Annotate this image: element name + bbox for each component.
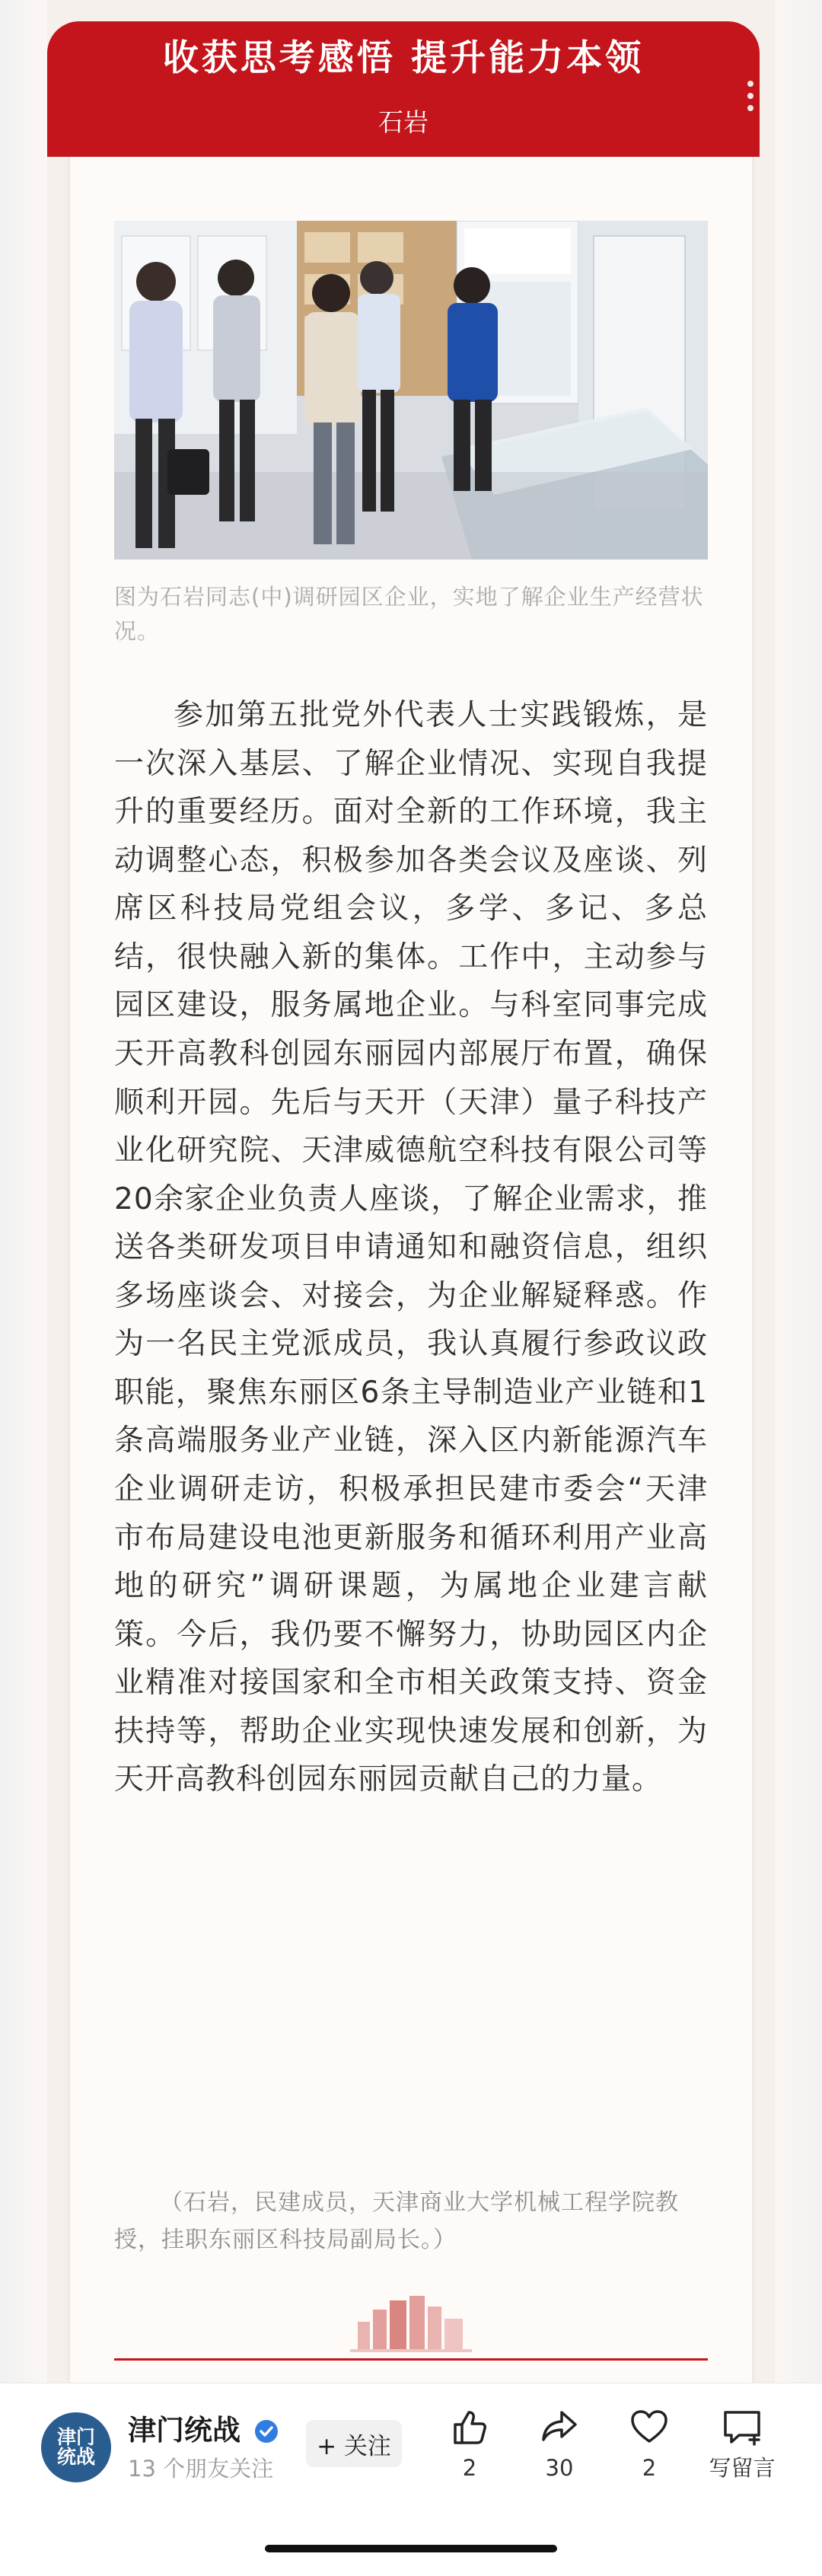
- friends-following-count: 13 个朋友关注: [128, 2456, 274, 2482]
- thumbs-up-icon: [449, 2406, 490, 2447]
- share-count: 30: [545, 2455, 574, 2481]
- left-margin: [0, 0, 47, 2383]
- account-name[interactable]: 津门统战: [128, 2414, 241, 2447]
- comment-label: 写留言: [709, 2455, 776, 2481]
- right-margin: [775, 0, 822, 2383]
- favorite-count: 2: [642, 2455, 657, 2481]
- article-header-banner: [47, 21, 760, 157]
- article-body: 参加第五批党外代表人士实践锻炼，是一次深入基层、了解企业情况、实现自我提升的重要经历。面对全新的工作环境，我主动调整心态，积极参加各类会议及座谈、列席区科技局党组会议，多学、多记、多总结，很快融入新的集体。工作中，主动参与园区建设，服务属地企业。与科室同事完成天开高教科创园东丽园内部展厅布置，确保顺利开园。先后与天开（天津）量子科技产业化研究院、天津威德航空科技有限公司等20余家企业负责人座谈，了解企业需求，推送各类研发项目申请通知和融资信息，组织多场座谈会、对接会，为企业解疑释惑。作为一名民主党派成员，我认真履行参政议政职能，聚焦东丽区6条主导制造业产业链和1条高端服务业产业链，深入区内新能源汽车企业调研走访，积极承担民建市委会“天津市布局建设电池更新服务和循环利用产业高地的研究”调研课题，为属地企业建言献策。今后，我仍要不懈努力，协助园区内企业精准对接国家和全市相关政策支持、资金扶持等，帮助企业实现快速发展和创新，为天开高教科创园东丽园贡献自己的力量。: [114, 698, 708, 1797]
- building-icon: [335, 2293, 487, 2354]
- share-button[interactable]: [533, 2406, 586, 2482]
- like-count: 2: [462, 2455, 477, 2481]
- footer-divider: [114, 2358, 708, 2361]
- home-indicator[interactable]: [265, 2545, 557, 2552]
- account-avatar[interactable]: [41, 2412, 111, 2482]
- photo-image: [114, 221, 708, 560]
- more-dots-icon[interactable]: [747, 81, 755, 117]
- write-comment-button[interactable]: [700, 2406, 784, 2482]
- author-note: （石岩，民建成员，天津商业大学机械工程学院教授，挂职东丽区科技局副局长。）: [114, 2189, 679, 2253]
- article-author: 石岩: [378, 107, 429, 137]
- article-photo[interactable]: [114, 221, 708, 560]
- share-arrow-icon: [539, 2406, 580, 2447]
- like-button[interactable]: [443, 2406, 496, 2482]
- favorite-button[interactable]: [623, 2406, 676, 2482]
- avatar-label: 津门统战: [56, 2425, 95, 2468]
- follow-button[interactable]: + 关注: [306, 2420, 402, 2467]
- comment-icon: [721, 2406, 763, 2447]
- verified-badge-icon: [253, 2418, 279, 2444]
- footer-building-logo: [335, 2293, 487, 2354]
- photo-caption: 图为石岩同志(中)调研园区企业，实地了解企业生产经营状况。: [114, 584, 704, 644]
- heart-icon: [629, 2406, 670, 2447]
- article-title: 收获思考感悟 提升能力本领: [162, 37, 645, 79]
